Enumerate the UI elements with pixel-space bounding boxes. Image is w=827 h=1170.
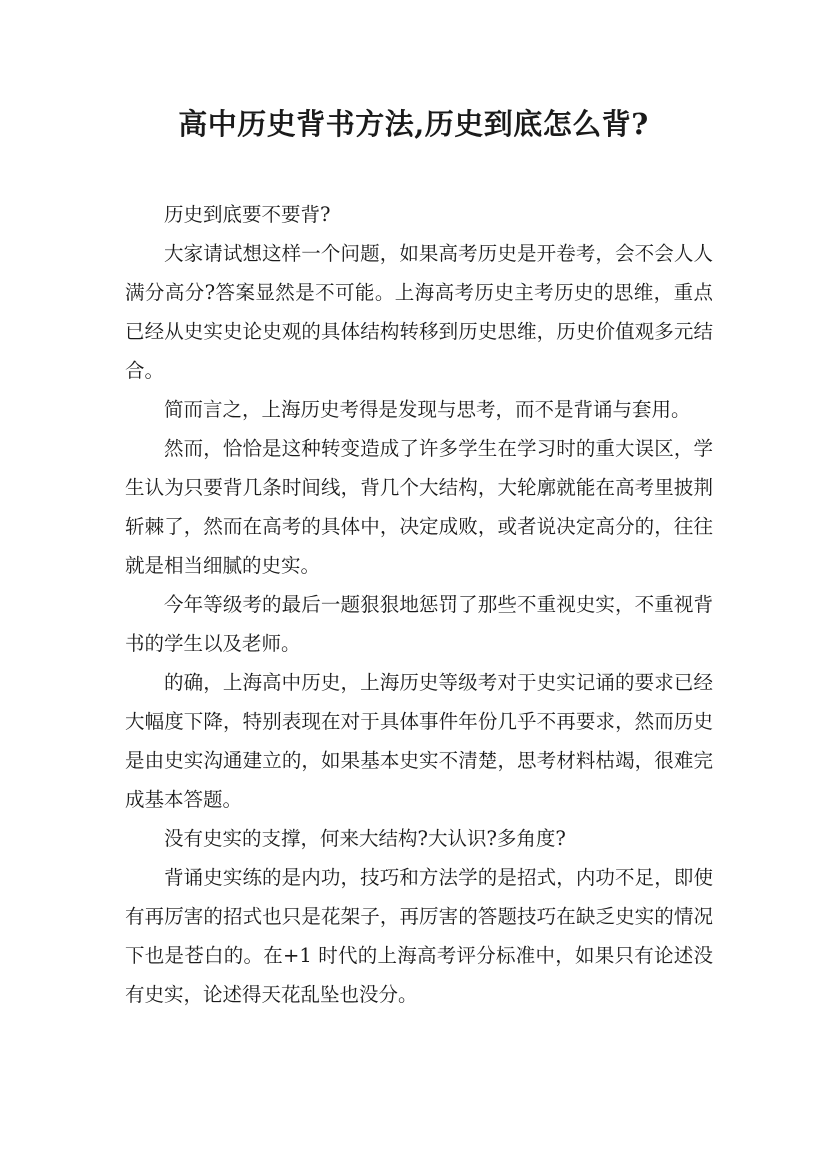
paragraph-1: 历史到底要不要背? [164,203,331,226]
paragraph-5: 今年等级考的最后一题狠狠地惩罚了那些不重视史实，不重视背书的学生以及老师。 [125,593,713,655]
paragraph-4: 然而，恰恰是这种转变造成了许多学生在学习时的重大误区，学生认为只要背几条时间线，背几个大结构，大轮廓就能在高考里披荆斩棘了，然而在高考的具体中，决定成败，或者说决定高分的，往往就是相当细腻的史实。 [125,437,713,577]
document-body [125,195,713,1014]
document-title: 高中历史背书方法,历史到底怎么背? [178,107,649,141]
paragraph-7: 没有史实的支撑，何来大结构?大认识?多角度? [164,827,566,850]
paragraph-6: 的确，上海高中历史，上海历史等级考对于史实记诵的要求已经大幅度下降，特别表现在对于具体事件年份几乎不再要求，然而历史是由史实沟通建立的，如果基本史实不清楚，思考材料枯竭，很难完成基本答题。 [125,671,713,811]
paragraph-8: 背诵史实练的是内功，技巧和方法学的是招式，内功不足，即使有再厉害的招式也只是花架子，再厉害的答题技巧在缺乏史实的情况下也是苍白的。在+1 时代的上海高考评分标准中，如果只有论述没有史实，论述得天花乱坠也没分。 [125,866,713,1006]
paragraph-2: 大家请试想这样一个问题，如果高考历史是开卷考，会不会人人满分高分?答案显然是不可能。上海高考历史主考历史的思维，重点已经从史实史论史观的具体结构转移到历史思维，历史价值观多元结合。 [125,242,713,382]
paragraph-3: 简而言之，上海历史考得是发现与思考，而不是背诵与套用。 [164,398,691,421]
